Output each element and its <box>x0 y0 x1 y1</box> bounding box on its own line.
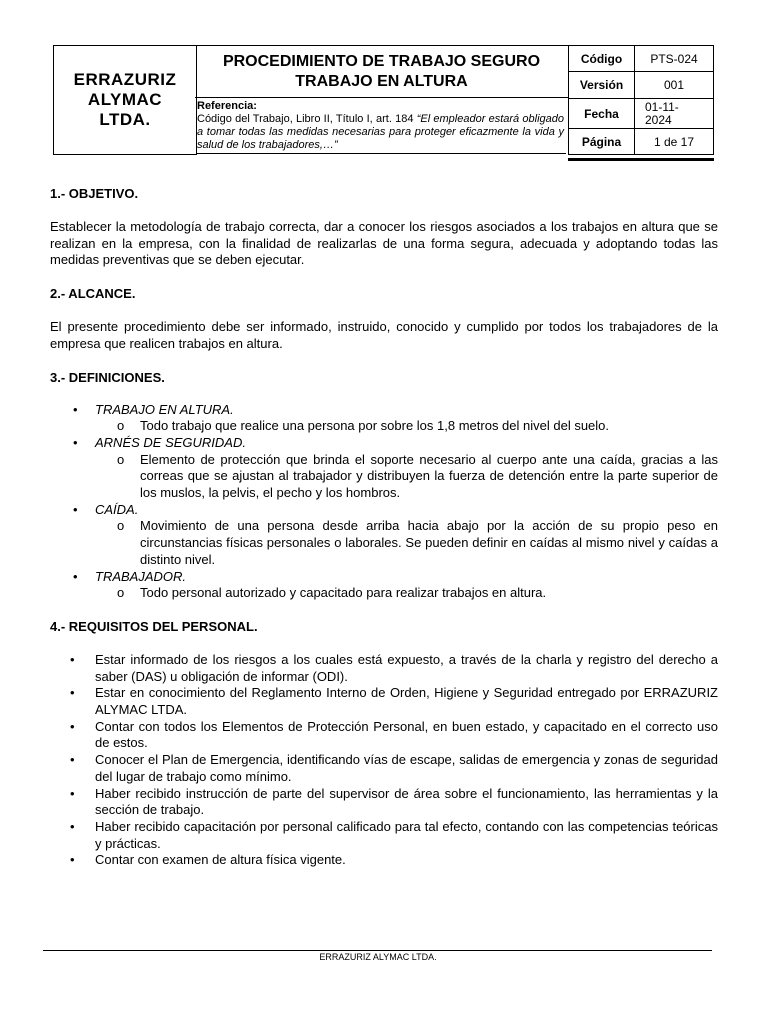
bullet-icon: • <box>70 785 75 801</box>
title-line-1: PROCEDIMIENTO DE TRABAJO SEGURO <box>222 53 541 70</box>
reference-text: Código del Trabajo, Libro II, Título I, art. 184 <box>197 113 417 125</box>
bullet-icon: • <box>70 651 75 667</box>
company-name: ERRAZURIZ ALYMAC LTDA. <box>73 70 177 129</box>
requirement-item <box>50 852 718 869</box>
requirement-text: Contar con todos los Elementos de Protección Personal, en buen estado, y capacitado en el correcto uso de estos. <box>95 718 718 751</box>
bullet-icon: • <box>70 752 75 768</box>
document-title <box>195 45 568 98</box>
bullet-icon: • <box>73 401 78 417</box>
reference-label: Referencia: <box>197 100 257 112</box>
document-body <box>50 185 718 869</box>
section-definiciones-title: 3.- DEFINICIONES. <box>50 369 165 385</box>
section-objetivo-title: 1.- OBJETIVO. <box>50 186 139 201</box>
bullet-icon: • <box>73 568 78 584</box>
section-alcance-text: El presente procedimiento debe ser informado, instruido, conocido y cumplido por todos los trabajadores de la empresa que realicen trabajos en altura. <box>50 319 718 351</box>
pagina-value: 1 de 17 <box>634 128 714 155</box>
fecha-value <box>634 98 714 129</box>
definition-item <box>50 402 718 435</box>
bullet-icon: • <box>70 852 75 868</box>
fecha-label: Fecha <box>568 98 635 129</box>
definition-desc-text: Todo trabajo que realice una persona por sobre los 1,8 metros del nivel del suelo. <box>140 418 610 434</box>
bullet-icon: • <box>70 718 75 734</box>
document-control-grid <box>568 45 714 155</box>
title-line-2: TRABAJO EN ALTURA <box>295 73 468 90</box>
footer-divider <box>43 950 712 951</box>
pagina-label: Página <box>568 128 635 155</box>
footer-text: ERRAZURIZ ALYMAC LTDA. <box>319 952 437 962</box>
codigo-value: PTS-024 <box>634 45 714 72</box>
requirement-text: Haber recibido instrucción de parte del supervisor de área sobre el funcionamiento, las herramientas y la sección de trabajo. <box>95 785 718 818</box>
definition-desc <box>50 518 718 568</box>
definition-desc-text: Elemento de protección que brinda el soporte necesario al cuerpo ante una caída, gracias a las correas que se ajustan al trabajador y distribuyen la fuerza de detención entre la parte superior de los muslos, la pelvis, el pecho y los hombros. <box>140 451 718 501</box>
requirement-text: Conocer el Plan de Emergencia, identificando vías de escape, salidas de emergencia y zonas de seguridad del lugar de trabajo como mínimo. <box>95 752 718 784</box>
requirement-item <box>50 719 718 752</box>
bullet-icon: • <box>70 685 75 701</box>
circle-bullet-icon: o <box>117 585 125 601</box>
circle-bullet-icon: o <box>117 418 125 434</box>
definition-desc-text: Todo personal autorizado y capacitado para realizar trabajos en altura. <box>140 585 547 601</box>
requirement-item <box>50 819 718 852</box>
definition-desc <box>50 418 718 435</box>
requirement-item <box>50 786 718 819</box>
definition-term: CAÍDA. <box>95 501 139 517</box>
definition-desc-text: Movimiento de una persona desde arriba hacia abajo por la acción de su propio peso en circunstancias físicas personales o laborales. Se pueden definir en caídas al mismo nivel y caídas a distinto nivel. <box>140 518 718 567</box>
definition-item <box>50 435 718 502</box>
requirement-text: Haber recibido capacitación por personal calificado para tal efecto, contando con las competencias teóricas y prácticas. <box>95 818 718 851</box>
definition-desc <box>50 452 718 502</box>
version-label: Versión <box>568 71 635 99</box>
version-value: 001 <box>634 71 714 99</box>
bullet-icon: • <box>70 818 75 834</box>
reference-quote: “El empleador estará obligado a tomar todas las medidas necesarias para proteger eficazmente la vida y salud de los trabajadores,…” <box>197 113 564 151</box>
document-header <box>53 45 714 155</box>
requirement-text: Estar informado de los riesgos a los cuales está expuesto, a través de la charla y registro del derecho a saber (DAS) u obligación de informar (ODI). <box>95 651 718 684</box>
codigo-label: Código <box>568 45 635 72</box>
definition-item <box>50 569 718 602</box>
header-underline <box>568 158 714 161</box>
definition-term: ARNÉS DE SEGURIDAD. <box>95 434 246 450</box>
circle-bullet-icon: o <box>117 518 125 534</box>
company-name-cell <box>53 45 197 155</box>
section-alcance-title: 2.- ALCANCE. <box>50 286 136 302</box>
reference-block <box>196 98 566 154</box>
definition-term: TRABAJO EN ALTURA. <box>95 401 234 417</box>
section-objetivo-text: Establecer la metodología de trabajo correcta, dar a conocer los riesgos asociados a los trabajos en altura que se realizan en la empresa, con la finalidad de realizarlas de una forma segura, adecuada y adoptando todas las medidas preventivas que se deben ejecutar. <box>50 219 718 268</box>
requirement-text: Contar con examen de altura física vigente. <box>95 852 346 868</box>
requirements-list <box>50 652 718 869</box>
definition-desc <box>50 585 718 602</box>
requirement-item <box>50 652 718 685</box>
definitions-list <box>50 402 718 602</box>
section-requisitos-title: 4.- REQUISITOS DEL PERSONAL. <box>50 618 258 634</box>
bullet-icon: • <box>73 434 78 450</box>
fecha-value-text: 01-11- 2024 <box>645 99 679 127</box>
requirement-text: Estar en conocimiento del Reglamento Interno de Orden, Higiene y Seguridad entregado por ERRAZURIZ ALYMAC LTDA. <box>95 685 718 718</box>
definition-item <box>50 502 718 569</box>
requirement-item <box>50 752 718 785</box>
circle-bullet-icon: o <box>117 451 125 467</box>
bullet-icon: • <box>73 501 78 517</box>
requirement-item <box>50 685 718 718</box>
definition-term: TRABAJADOR. <box>95 568 187 584</box>
